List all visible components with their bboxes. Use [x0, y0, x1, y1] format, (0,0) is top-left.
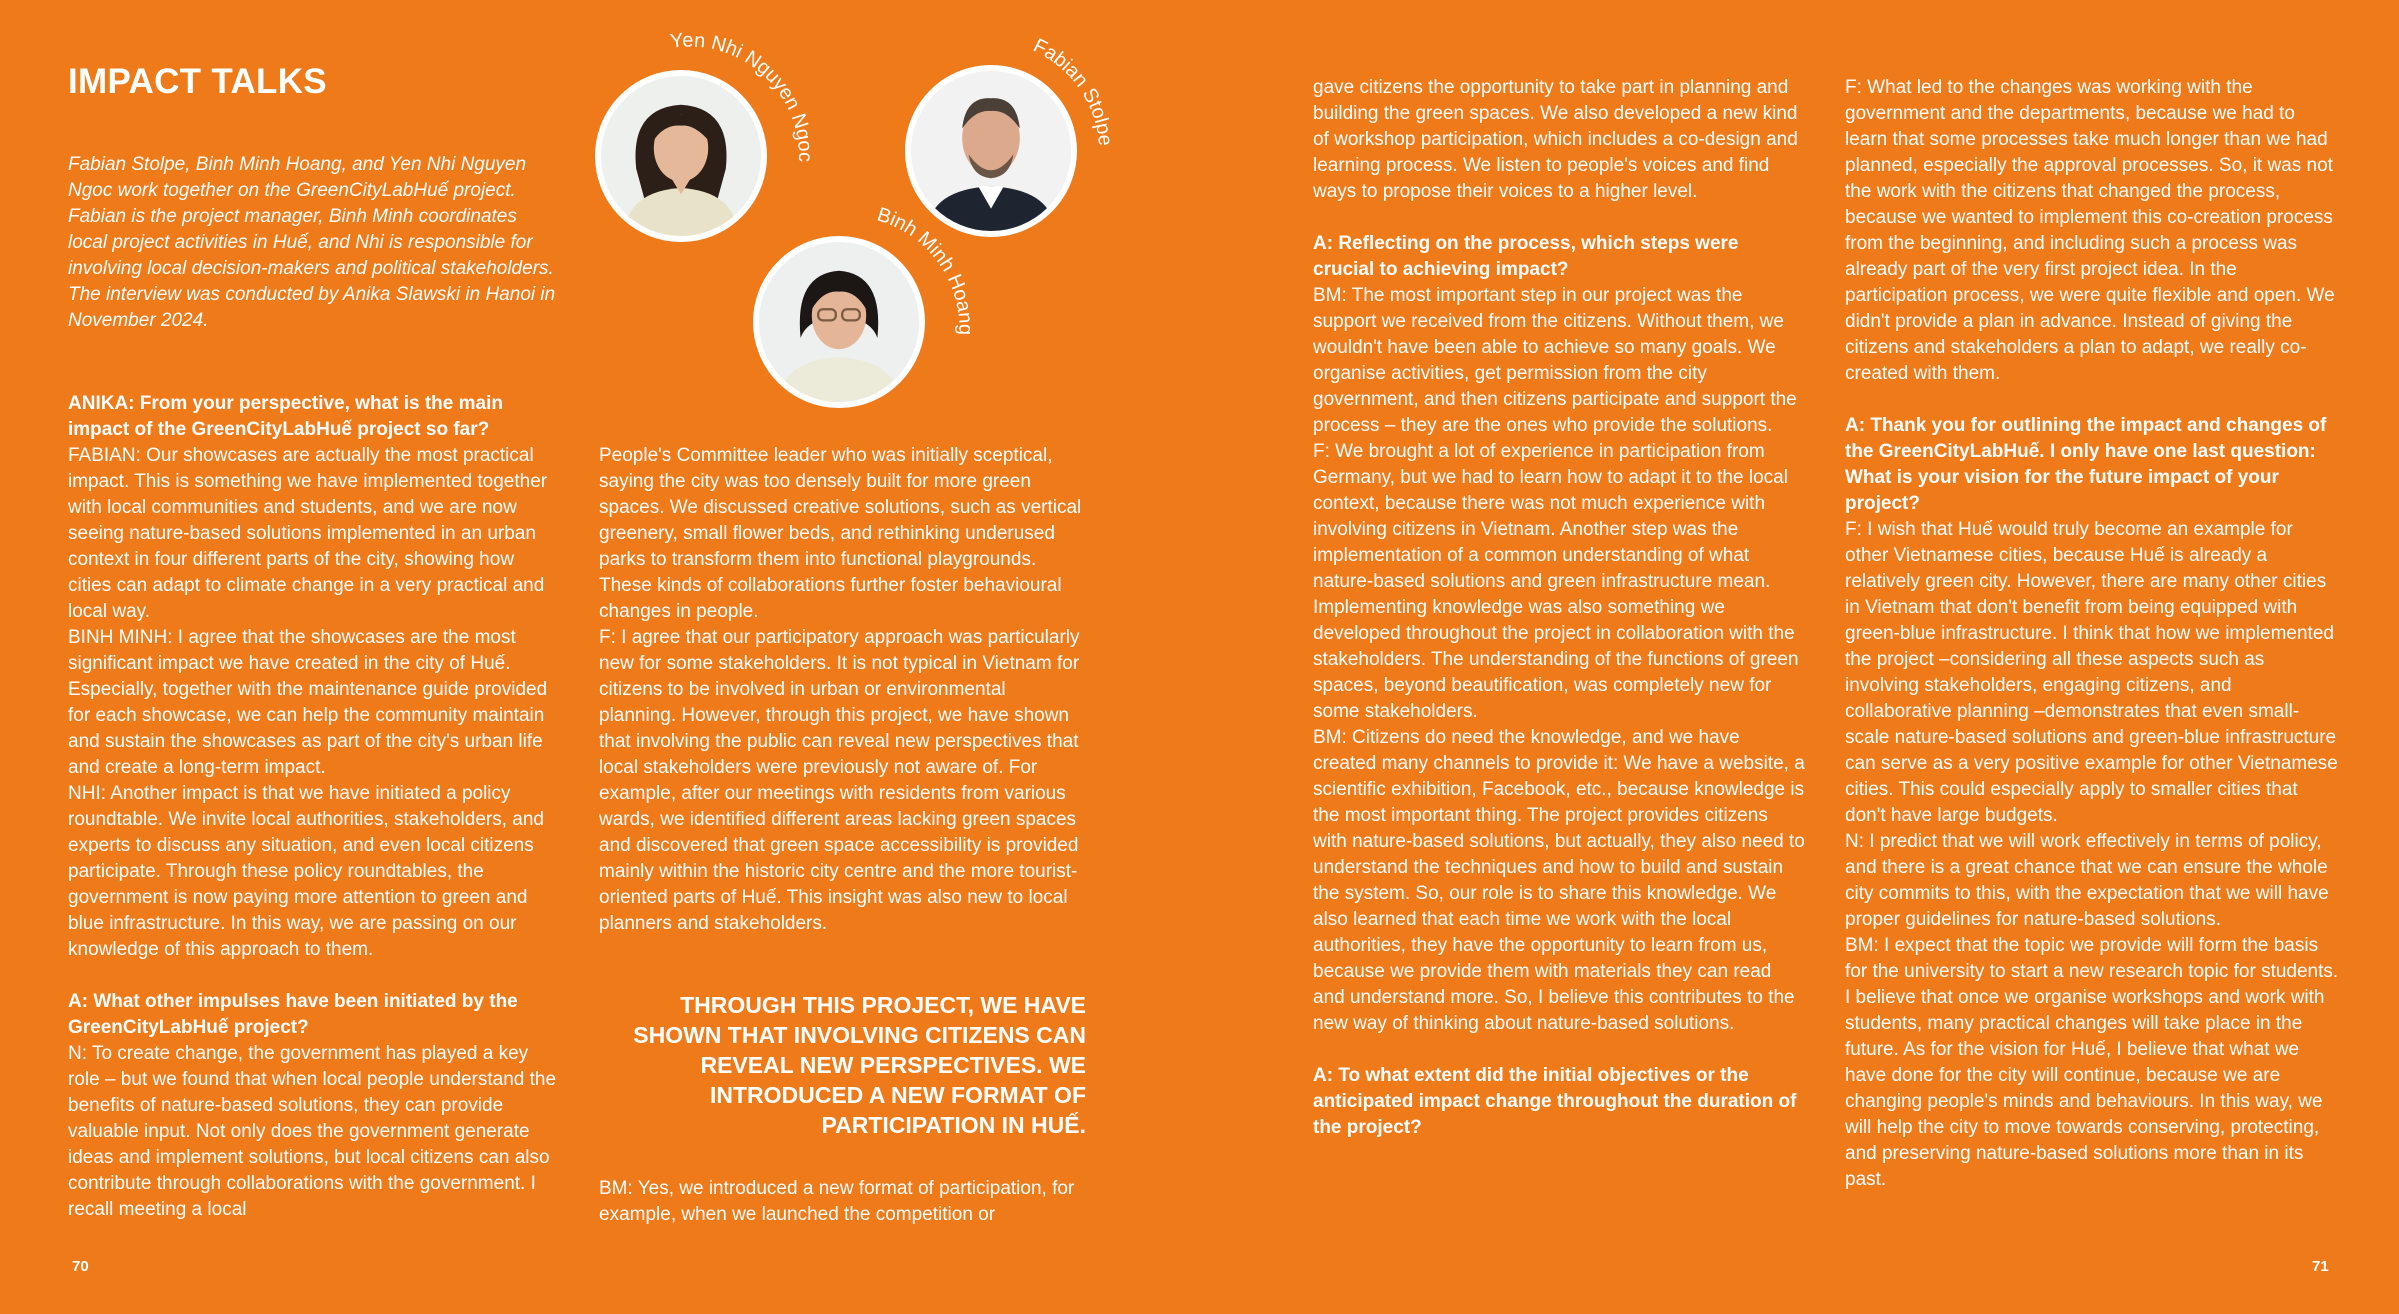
column-2: [599, 443, 1087, 937]
column-2-bottom: [599, 1176, 1087, 1228]
question: A: To what extent did the initial objectives or the anticipated impact change throughout the duration of the project?: [1313, 1065, 1797, 1138]
paragraph: People's Committee leader who was initially sceptical, saying the city was too densely built for more green spaces. We discussed creative solutions, such as vertical greenery, small flower beds, and rethinking underused parks to transform them into functional playgrounds. These kinds of collaborations further foster behavioural changes in people.: [599, 445, 1082, 622]
question: A: Reflecting on the process, which steps were crucial to achieving impact?: [1313, 233, 1739, 280]
name-fabian: Fabian Stolpe: [1029, 34, 1117, 147]
answer: BINH MINH: I agree that the showcases are the most significant impact we have created in the city of Huế. Especially, together with the maintenance guide provided for each showcase, we can help the community maintain and sustain the showcases as part of the city's urban life and create a long-term impact.: [68, 627, 548, 778]
answer: N: I predict that we will work effectively in terms of policy, and there is a great chance that we can ensure the whole city commits to this, with the expectation that we will have proper guidelines for nature-based solutions.: [1845, 831, 2329, 930]
intro-text: Fabian Stolpe, Binh Minh Hoang, and Yen Nhi Nguyen Ngoc work together on the GreenCityLabHuế project. Fabian is the project manager, Binh Minh coordinates local project activities in Huế, and Nhi is responsible for involving local decision-makers and political stakeholders. The interview was conducted by Anika Slawski in Hanoi in November 2024.: [68, 154, 556, 331]
answer: F: I wish that Huế would truly become an example for other Vietnamese cities, because Huế is already a relatively green city. However, there are many other cities in Vietnam that don't benefit from being equipped with green-blue infrastructure. I think that how we implemented the project –considering all these aspects such as involving stakeholders, engaging citizens, and collaborative planning –demonstrates that even small-scale nature-based solutions and green-blue infrastructure can serve as a very positive example for other Vietnamese cities. This could especially apply to smaller cities that don't have large budgets.: [1845, 519, 2338, 826]
speaker: BM: [1313, 727, 1342, 748]
column-1: [68, 391, 562, 1223]
answer: NHI: Another impact is that we have initiated a policy roundtable. We invite local authorities, stakeholders, and experts to discuss any situation, and even local citizens participate. Through these policy roundtables, the government is now paying more attention to green and blue infrastructure. In this way, we are passing on our knowledge of this approach to them.: [68, 783, 544, 960]
question: A: What other impulses have been initiated by the GreenCityLabHuế project?: [68, 991, 518, 1038]
answer: BM: Yes, we introduced a new format of participation, for example, when we launched the competition or: [599, 1178, 1075, 1225]
speaker: FABIAN: [68, 445, 136, 466]
column-3: [1313, 75, 1805, 1141]
speaker: NHI: [68, 783, 101, 804]
answer: F: We brought a lot of experience in participation from Germany, but we had to learn how to adapt it to the local context, because there was not much experience with involving citizens in Vietnam. Another step was the implementation of a common understanding of what nature-based solutions and green infrastructure mean. Implementing knowledge was also something we developed throughout the project in collaboration with the stakeholders. The understanding of the functions of green spaces, beyond beautification, was completely new for some stakeholders.: [1313, 441, 1799, 722]
paragraph: gave citizens the opportunity to take part in planning and building the green spaces. We also developed a new kind of workshop participation, which includes a co-design and learning process. We listen to people's voices and find ways to propose their voices to a higher level.: [1313, 77, 1798, 202]
speaker: BINH MINH: [68, 627, 168, 648]
page-title: IMPACT TALKS: [68, 62, 327, 101]
speaker: F:: [1845, 77, 1862, 98]
pull-quote: THROUGH THIS PROJECT, WE HAVE SHOWN THAT INVOLVING CITIZENS CAN REVEAL NEW PERSPECTIVES. WE INTRODUCED A NEW FORMAT OF PARTICIPATION IN HUẾ.: [633, 992, 1086, 1138]
name-yen-nhi: Yen Nhi Nguyen Ngoc: [669, 29, 816, 163]
answer: F: What led to the changes was working with the government and the departments, because we had to learn that some processes take much longer than we had planned, especially the approval processes. So, it was not the work with the citizens that changed the process, because we wanted to implement this co-creation process from the beginning, and including such a process was already part of the very first project idea. In the participation process, we were quite flexible and open. We didn't provide a plan in advance. Instead of giving the citizens and stakeholders a plan to adapt, we really co-created with them.: [1845, 77, 2335, 384]
page-number-right: 71: [2312, 1258, 2329, 1275]
speaker: F: [1313, 441, 1325, 462]
question: A: Thank you for outlining the impact and changes of the GreenCityLabHuế. I only have one last question: What is your vision for the future impact of your project?: [1845, 415, 2327, 514]
answer: N: To create change, the government has played a key role – but we found that when local people understand the benefits of nature-based solutions, they can provide valuable input. Not only does the government generate ideas and implement solutions, but local citizens can also contribute through collaborations with the government. I recall meeting a local: [68, 1043, 557, 1220]
answer: F: I agree that our participatory approach was particularly new for some stakeholders. It is not typical in Vietnam for citizens to be involved in urban or environmental planning. However, through this project, we have shown that involving the public can reveal new perspectives that local stakeholders were previously not aware of. For example, after our meetings with residents from various wards, we identified different areas lacking green spaces and discovered that green space accessibility is provided mainly within the historic city centre and the more tourist-oriented parts of Huế. This insight was also new to local planners and stakeholders.: [599, 627, 1080, 934]
answer: BM: The most important step in our project was the support we received from the citizens. Without them, we wouldn't have been able to achieve so many goals. We organise activities, get permission from the city government, and then citizens participate and support the process – they are the ones who provide the solutions.: [1313, 285, 1797, 436]
column-4: [1845, 75, 2339, 1193]
page-number-left: 70: [72, 1258, 89, 1275]
answer: BM: I expect that the topic we provide will form the basis for the university to start a new research topic for students. I believe that once we organise workshops and work with students, many practical changes will take place in the future. As for the vision for Huế, I believe that what we have done for the city will continue, because we are changing people's minds and behaviours. In this way, we will help the city to move towards conserving, protecting, and preserving nature-based solutions more than in its past.: [1845, 935, 2339, 1190]
speaker: BM: [599, 1178, 628, 1199]
speaker: BM: [1313, 285, 1342, 306]
speaker: F:: [1845, 519, 1862, 540]
speaker: N: [68, 1043, 82, 1064]
name-binh-minh: Binh Minh Hoang: [874, 203, 977, 336]
speaker: F: [599, 627, 611, 648]
answer: FABIAN: Our showcases are actually the most practical impact. This is something we have implemented together with local communities and students, and we are now seeing nature-based solutions implemented in an urban context in four different parts of the city, showing how cities can adapt to climate change in a very practical and local way.: [68, 445, 548, 622]
question: ANIKA: From your perspective, what is the main impact of the GreenCityLabHuế project so far?: [68, 393, 503, 440]
speaker: N: [1845, 831, 1859, 852]
answer: BM: Citizens do need the knowledge, and we have created many channels to provide it: We have a website, a scientific exhibition, Facebook, etc., because knowledge is the most important thing. The project provides citizens with nature-based solutions, but actually, they also need to understand the techniques and how to build and sustain the system. So, our role is to share this knowledge. We also learned that each time we work with the local authorities, they have the opportunity to learn from us, because we provide them with materials they can read and understand more. So, I believe this contributes to the new way of thinking about nature-based solutions.: [1313, 727, 1805, 1034]
speaker: BM: [1845, 935, 1874, 956]
